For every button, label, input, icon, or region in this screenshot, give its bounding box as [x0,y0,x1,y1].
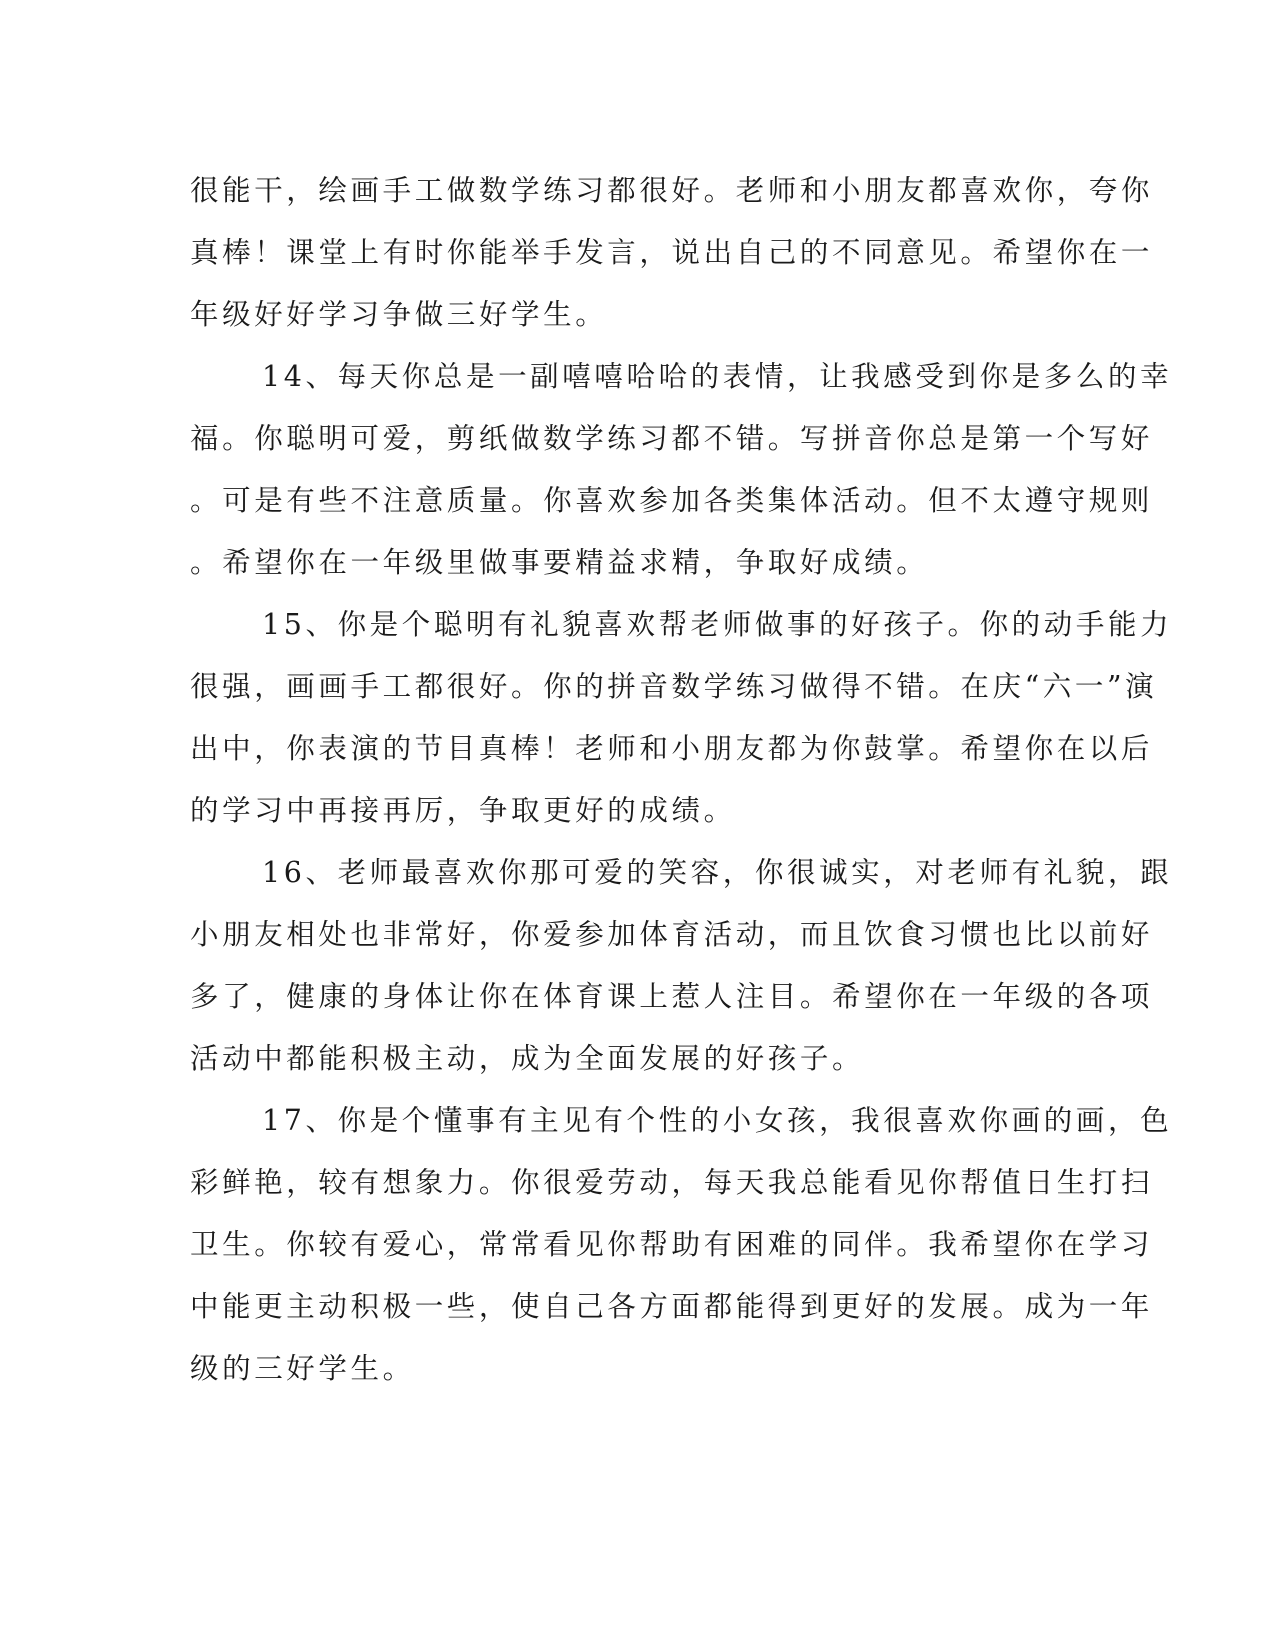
text-line: 很强，画画手工都很好。你的拼音数学练习做得不错。在庆“六一”演 [190,670,1158,703]
text-line: 彩鲜艳，较有想象力。你很爱劳动，每天我总能看见你帮值日生打扫 [190,1166,1154,1199]
text-line: 小朋友相处也非常好，你爱参加体育活动，而且饮食习惯也比以前好 [190,918,1154,951]
text-line: 活动中都能积极主动，成为全面发展的好孩子。 [190,1042,865,1075]
text-line: 16、老师最喜欢你那可爱的笑容，你很诚实，对老师有礼貌，跟 [262,856,1173,889]
text-line: 很能干，绘画手工做数学练习都很好。老师和小朋友都喜欢你，夸你 [190,174,1154,207]
text-line: 的学习中再接再厉，争取更好的成绩。 [190,794,736,827]
text-line: 年级好好学习争做三好学生。 [190,298,608,331]
text-line: 多了，健康的身体让你在体育课上惹人注目。希望你在一年级的各项 [190,980,1154,1013]
text-line: 出中，你表演的节目真棒！老师和小朋友都为你鼓掌。希望你在以后 [190,732,1154,765]
paragraph-13-continued [190,160,1154,346]
text-line: 。可是有些不注意质量。你喜欢参加各类集体活动。但不太遵守规则 [190,484,1154,517]
paragraph-17 [190,1090,1173,1400]
text-line: 卫生。你较有爱心，常常看见你帮助有困难的同伴。我希望你在学习 [190,1228,1154,1261]
text-line: 。希望你在一年级里做事要精益求精，争取好成绩。 [190,546,929,579]
paragraph-15 [190,594,1173,842]
paragraph-14 [190,346,1173,594]
text-line: 级的三好学生。 [190,1352,415,1385]
text-line: 福。你聪明可爱，剪纸做数学练习都不错。写拼音你总是第一个写好 [190,422,1154,455]
text-line: 17、你是个懂事有主见有个性的小女孩，我很喜欢你画的画，色 [262,1104,1173,1137]
text-line: 中能更主动积极一些，使自己各方面都能得到更好的发展。成为一年 [190,1290,1154,1323]
text-line: 真棒！课堂上有时你能举手发言，说出自己的不同意见。希望你在一 [190,236,1154,269]
text-line: 14、每天你总是一副嘻嘻哈哈的表情，让我感受到你是多么的幸 [262,360,1173,393]
text-line: 15、你是个聪明有礼貌喜欢帮老师做事的好孩子。你的动手能力 [262,608,1173,641]
paragraph-16 [190,842,1173,1090]
document-body [190,160,1173,1400]
